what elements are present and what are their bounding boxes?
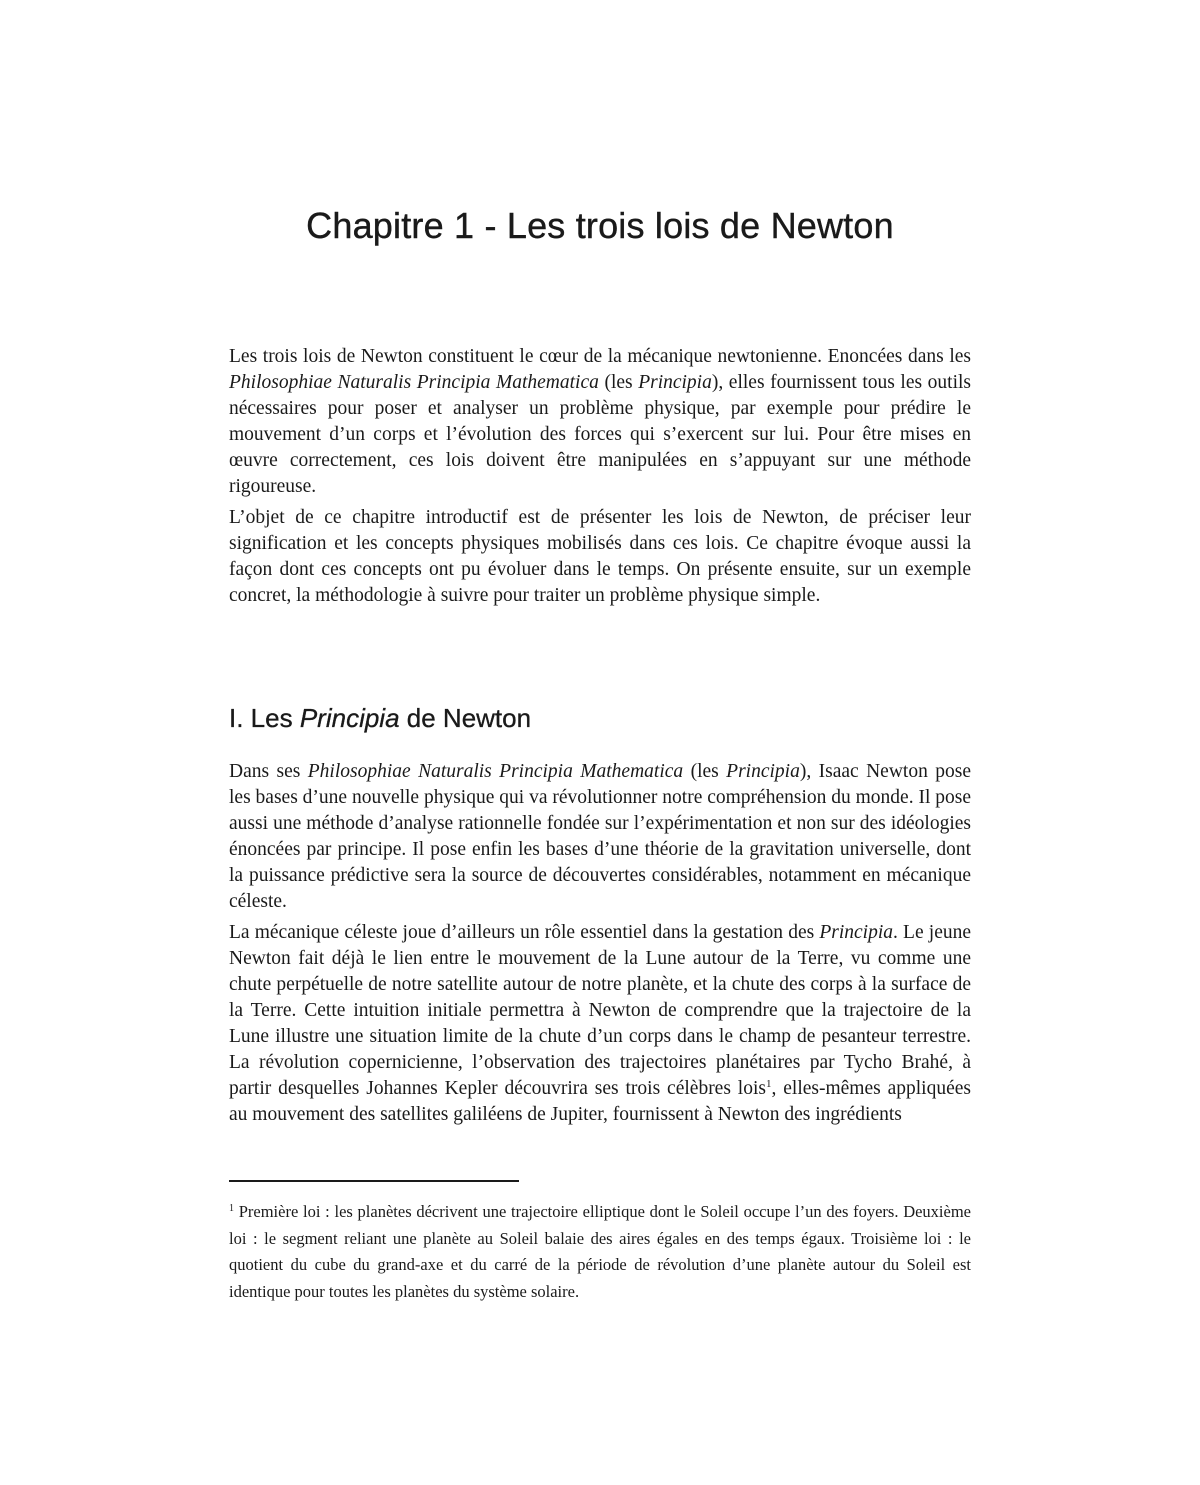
intro-paragraph-1 bbox=[229, 344, 971, 500]
text-run: . Le jeune Newton fait déjà le lien entre le mouvement de la Lune autour de la Terre, vu comme une chute perpétuelle de notre satellite autour de notre planète, et la chute des corps à la surface de la Terre. Cette intuition initiale permettra à Newton de comprendre que la trajectoire de la Lune illustre une situation limite de la chute d’un corps dans le champ de pesanteur terrestre. La révolution copernicienne, l’observation des trajectoires planétaires par Tycho Brahé, à partir desquelles Johannes Kepler découvrira ses trois célèbres lois bbox=[229, 922, 971, 1099]
text-run: La mécanique céleste joue d’ailleurs un rôle essentiel dans la gestation des bbox=[229, 922, 820, 943]
book-short-title-italic: Principia bbox=[819, 922, 894, 943]
footnote-separator bbox=[229, 1180, 519, 1182]
book-title-italic: Philosophiae Naturalis Principia Mathematica bbox=[307, 761, 684, 782]
section-body bbox=[229, 759, 971, 1128]
book-title-italic: Philosophiae Naturalis Principia Mathematica bbox=[229, 372, 599, 393]
text-run: ), elles fournissent tous les outils nécessaires pour poser et analyser un problème physique, par exemple pour prédire le mouvement d’un corps et l’évolution des forces qui s’exercent sur lui. Pour être mises en œuvre correctement, ces lois doivent être manipulées en s’appuyant sur une méthode rigoureuse. bbox=[229, 372, 971, 497]
text-run: Les trois lois de Newton constituent le cœur de la mécanique newtonienne. Enoncées dans les bbox=[229, 346, 971, 367]
footnote-marker: 1 bbox=[229, 1203, 234, 1214]
footnote-text: Première loi : les planètes décrivent une trajectoire elliptique dont le Soleil occupe l’un des foyers. Deuxième loi : le segment reliant une planète au Soleil balaie des aires égales en des temps égaux. Troisième loi : le quotient du cube du grand-axe et du carré de la période de révolution d’une planète autour du Soleil est identique pour toutes les planètes du système solaire. bbox=[229, 1202, 971, 1301]
section-paragraph-2 bbox=[229, 920, 971, 1128]
book-short-title-italic: Principia bbox=[726, 761, 800, 782]
heading-prefix: I. Les bbox=[229, 703, 300, 733]
text-run: (les bbox=[683, 761, 727, 782]
heading-italic: Principia bbox=[299, 703, 400, 733]
section-paragraph-1 bbox=[229, 759, 971, 915]
text-run: Dans ses bbox=[229, 761, 308, 782]
heading-suffix: de Newton bbox=[399, 703, 532, 733]
text-run: , elles-mêmes appliquées au mouvement des satellites galiléens de Jupiter, fournissent à Newton des ingrédients bbox=[229, 1078, 971, 1125]
text-run: (les bbox=[598, 372, 639, 393]
intro-paragraph-2: L’objet de ce chapitre introductif est de présenter les lois de Newton, de préciser leur signification et les concepts physiques mobilisés dans ces lois. Ce chapitre évoque aussi la façon dont ces concepts ont pu évoluer dans le temps. On présente ensuite, sur un exemple concret, la méthodologie à suivre pour traiter un problème physique simple. bbox=[229, 507, 971, 606]
section-heading bbox=[229, 703, 531, 734]
intro-section bbox=[229, 344, 971, 609]
footnote-reference[interactable]: 1 bbox=[766, 1078, 772, 1090]
chapter-title: Chapitre 1 - Les trois lois de Newton bbox=[306, 205, 894, 246]
footnote-1 bbox=[229, 1199, 971, 1305]
book-short-title-italic: Principia bbox=[638, 372, 712, 393]
text-run: ), Isaac Newton pose les bases d’une nouvelle physique qui va révolutionner notre compréhension du monde. Il pose aussi une méthode d’analyse rationnelle fondée sur l’expérimentation et non sur des idéologies énoncées par principe. Il pose enfin les bases d’une théorie de la gravitation universelle, dont la puissance prédictive sera la source de découvertes considérables, notamment en mécanique céleste. bbox=[229, 761, 971, 912]
